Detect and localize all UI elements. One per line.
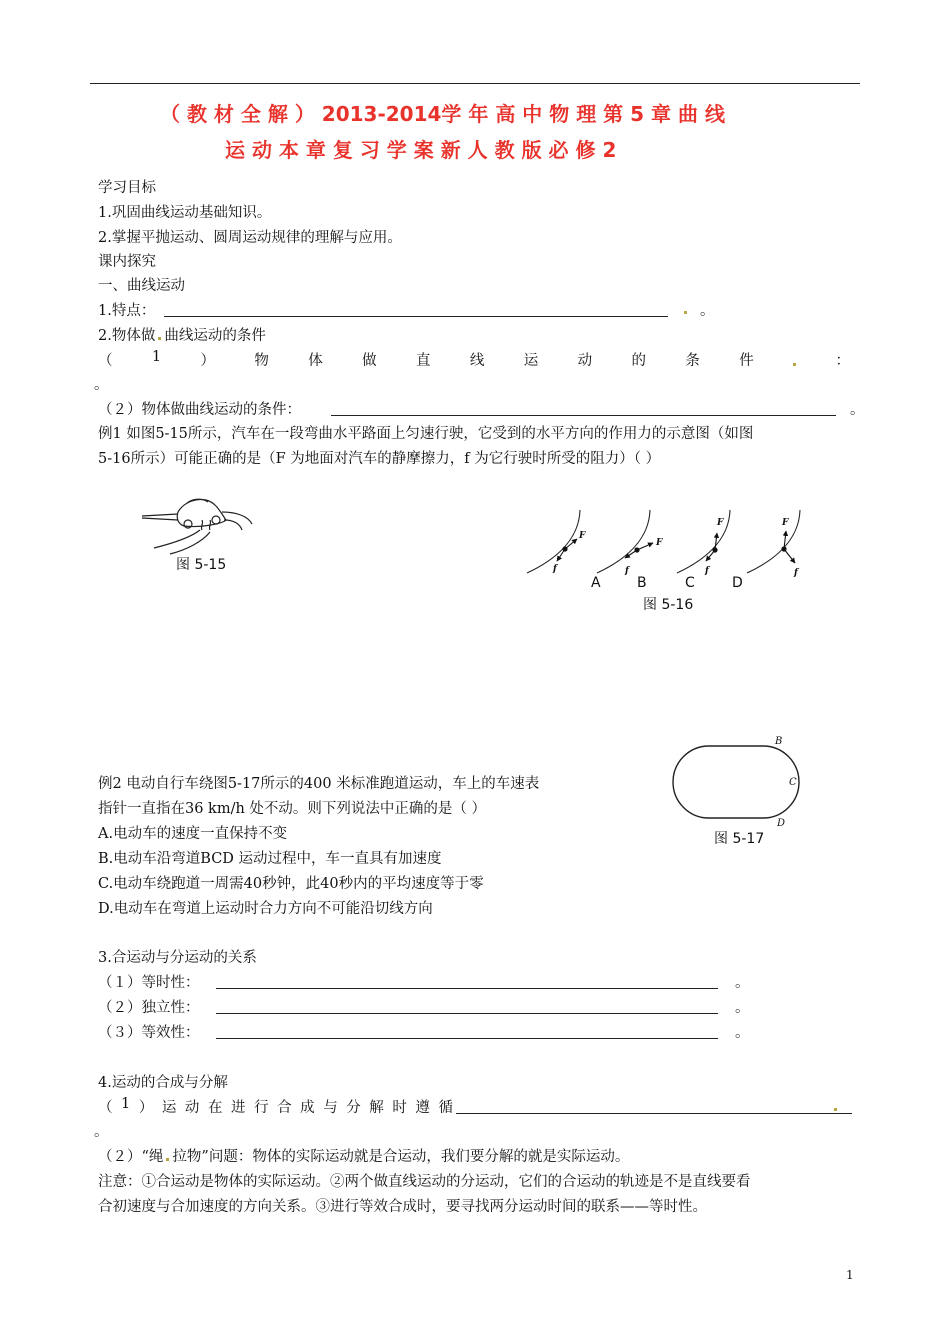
cf-char: 遵 bbox=[415, 1100, 430, 1116]
cf-char: 运 bbox=[161, 1100, 177, 1116]
cf-char: ） bbox=[138, 1100, 154, 1116]
title-line-1: （ 教 材 全 解 ） 2013-2014学 年 高 中 物 理 第 5 章 曲 线 bbox=[160, 102, 725, 126]
sc-char: ： bbox=[835, 353, 850, 369]
force-label-F: F bbox=[656, 538, 663, 548]
cf-char: （ bbox=[98, 1100, 113, 1116]
cf-char: 合 bbox=[277, 1100, 292, 1116]
sc-char: 体 bbox=[308, 353, 323, 369]
relation-end-1: 。 bbox=[735, 975, 750, 991]
relation-heading: 3.合运动与分运动的关系 bbox=[98, 950, 257, 966]
rope-problem-b: 拉物”问题：物体的实际运动就是合运动，我们要分解的就是实际运动。 bbox=[172, 1149, 630, 1165]
section-curve-motion: 一、曲线运动 bbox=[98, 278, 185, 294]
relation-blank-1[interactable] bbox=[216, 988, 718, 989]
figure-5-16-option-a: A bbox=[591, 575, 601, 591]
rope-problem-a: （２）“绳 bbox=[98, 1149, 164, 1165]
example2-line1: 例2 电动自行车绕图5-17所示的400 米标准跑道运动，车上的车速表 bbox=[98, 776, 540, 792]
composition-follow-blank[interactable] bbox=[456, 1113, 852, 1114]
mark-dot bbox=[793, 363, 796, 366]
force-label-F: F bbox=[579, 531, 586, 541]
straight-condition-end: 。 bbox=[94, 377, 109, 393]
feature-end: 。 bbox=[700, 303, 715, 319]
cf-char: 分 bbox=[346, 1100, 361, 1116]
figure-5-16-option-d: D bbox=[732, 575, 743, 591]
force-label-f: f bbox=[705, 566, 709, 576]
mark-dot bbox=[684, 311, 687, 314]
cf-char: 时 bbox=[392, 1100, 407, 1116]
example2-option-c: C.电动车绕跑道一周需40秒钟，此40秒内的平均速度等于零 bbox=[98, 876, 484, 892]
inquiry-heading: 课内探究 bbox=[98, 254, 156, 270]
relation-blank-2[interactable] bbox=[216, 1013, 718, 1014]
figure-5-16-force-diagrams bbox=[525, 505, 815, 585]
mark-dot bbox=[166, 1158, 169, 1161]
sc-char: 运 bbox=[523, 353, 539, 369]
sc-char: 条 bbox=[685, 353, 700, 369]
cf-char: 与 bbox=[323, 1100, 338, 1116]
example1-line2: 5-16所示）可能正确的是（F 为地面对汽车的静摩擦力，f 为它行驶时所受的阻力）（ ） bbox=[98, 451, 661, 467]
sc-char: 做 bbox=[362, 353, 377, 369]
relation-end-3: 。 bbox=[735, 1025, 750, 1041]
title-line-2: 运 动 本 章 复 习 学 案 新 人 教 版 必 修 2 bbox=[225, 138, 617, 162]
example1-line1: 例1 如图5-15所示，汽车在一段弯曲水平路面上匀速行驶，它受到的水平方向的作用力的示意图（如图 bbox=[98, 426, 754, 442]
objective-item-1: 1.巩固曲线运动基础知识。 bbox=[98, 205, 272, 221]
cf-char: 在 bbox=[207, 1100, 223, 1116]
cf-char: 行 bbox=[254, 1100, 269, 1116]
sc-char: 物 bbox=[254, 353, 269, 369]
curve-condition-end: 。 bbox=[850, 402, 865, 418]
example2-option-d: D.电动车在弯道上运动时合力方向不可能沿切线方向 bbox=[98, 901, 433, 917]
composition-follow-line bbox=[98, 1096, 453, 1117]
track-point-c: C bbox=[789, 777, 797, 788]
note-line-2: 合初速度与合加速度的方向关系。③进行等效合成时，要寻找两分运动时间的联系——等时性。 bbox=[98, 1199, 707, 1215]
force-label-F: F bbox=[717, 518, 724, 528]
composition-heading: 4.运动的合成与分解 bbox=[98, 1075, 228, 1091]
figure-5-16-caption: 图 5-16 bbox=[643, 597, 694, 613]
cf-char: 1 bbox=[121, 1096, 131, 1112]
example2-line2: 指针一直指在36 km/h 处不动。则下列说法中正确的是（ ） bbox=[98, 801, 487, 817]
sc-char: ） bbox=[200, 353, 215, 369]
sc-char: 的 bbox=[631, 353, 646, 369]
sc-char: 动 bbox=[577, 353, 593, 369]
cf-char: 循 bbox=[438, 1100, 453, 1116]
figure-5-17-track bbox=[665, 728, 815, 828]
condition-heading-a: 2.物体做 bbox=[98, 328, 156, 344]
condition-heading-b: 曲线运动的条件 bbox=[164, 328, 266, 344]
header-rule bbox=[90, 83, 860, 84]
cf-char: 成 bbox=[300, 1100, 315, 1116]
objectives-heading: 学习目标 bbox=[98, 180, 156, 196]
track-point-d: D bbox=[777, 818, 786, 828]
sc-char: 件 bbox=[739, 353, 754, 369]
example2-option-a: A.电动车的速度一直保持不变 bbox=[98, 826, 288, 842]
figure-5-15-car-sketch bbox=[140, 490, 260, 560]
composition-follow-end: 。 bbox=[94, 1124, 109, 1140]
force-label-f: f bbox=[625, 566, 629, 576]
sc-char: 线 bbox=[469, 353, 485, 369]
force-label-f: f bbox=[553, 564, 557, 574]
objective-item-2: 2.掌握平抛运动、圆周运动规律的理解与应用。 bbox=[98, 230, 402, 246]
sc-char: （ bbox=[98, 353, 113, 369]
cf-char: 动 bbox=[184, 1100, 200, 1116]
track-point-b: B bbox=[775, 736, 783, 747]
relation-item-2: （２）独立性： bbox=[98, 1000, 200, 1016]
relation-end-2: 。 bbox=[735, 1000, 750, 1016]
rope-problem bbox=[98, 1145, 629, 1166]
feature-blank[interactable] bbox=[164, 316, 668, 317]
relation-blank-3[interactable] bbox=[216, 1038, 718, 1039]
sc-char: 直 bbox=[415, 353, 431, 369]
figure-5-15-caption: 图 5-15 bbox=[176, 557, 227, 573]
figure-5-16-option-c: C bbox=[685, 575, 695, 591]
sc-char: 1 bbox=[151, 349, 162, 365]
relation-item-1: （１）等时性： bbox=[98, 975, 200, 991]
feature-label: 1.特点： bbox=[98, 303, 156, 319]
note-line-1: 注意：①合运动是物体的实际运动。②两个做直线运动的分运动，它们的合运动的轨迹是不是直线要看 bbox=[98, 1174, 751, 1190]
mark-dot bbox=[834, 1108, 837, 1111]
condition-heading bbox=[98, 324, 266, 345]
curve-condition-label: （２）物体做曲线运动的条件： bbox=[98, 402, 301, 418]
cf-char: 解 bbox=[369, 1100, 384, 1116]
example2-option-b: B.电动车沿弯道BCD 运动过程中，车一直具有加速度 bbox=[98, 851, 442, 867]
straight-condition-line bbox=[98, 349, 850, 370]
cf-char: 进 bbox=[231, 1100, 246, 1116]
force-label-F: F bbox=[782, 518, 789, 528]
page-number: 1 bbox=[846, 1268, 854, 1282]
mark-dot bbox=[158, 337, 161, 340]
figure-5-17-caption: 图 5-17 bbox=[714, 831, 765, 847]
figure-5-16-option-b: B bbox=[637, 575, 647, 591]
curve-condition-blank[interactable] bbox=[331, 415, 836, 416]
force-label-f: f bbox=[794, 568, 798, 578]
relation-item-3: （３）等效性： bbox=[98, 1025, 200, 1041]
